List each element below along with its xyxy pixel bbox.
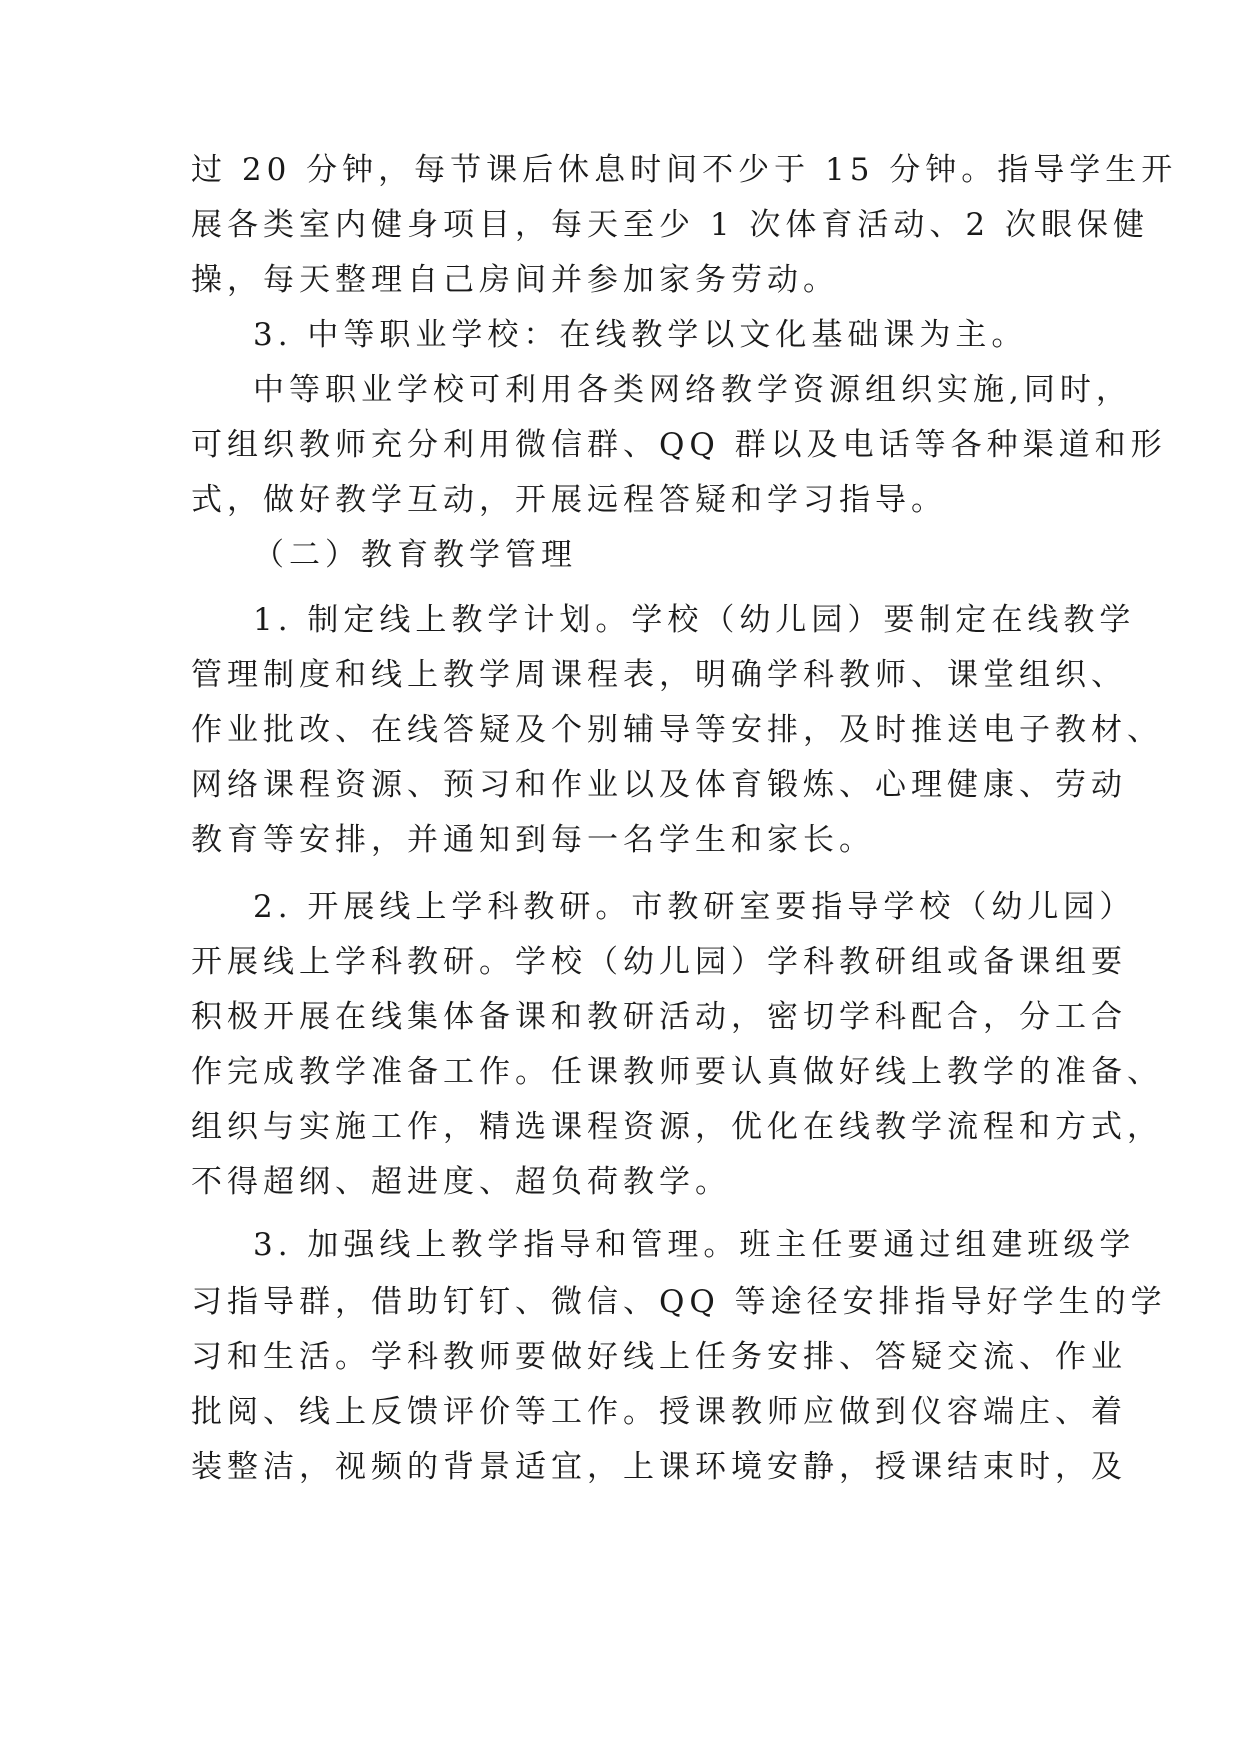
text-line: 展各类室内健身项目，每天至少 1 次体育活动、2 次眼保健: [191, 207, 1150, 243]
list-item-1: 1. 制定线上教学计划。学校（幼儿园）要制定在线教学: [253, 602, 1136, 638]
text-line: 中等职业学校可利用各类网络教学资源组织实施,同时，: [253, 372, 1132, 408]
list-item-2: 2. 开展线上学科教研。市教研室要指导学校（幼儿园）: [253, 889, 1136, 925]
text-line: 开展线上学科教研。学校（幼儿园）学科教研组或备课组要: [191, 944, 1127, 980]
list-item-3: 3. 加强线上教学指导和管理。班主任要通过组建班级学: [253, 1227, 1136, 1263]
text-line: 操，每天整理自己房间并参加家务劳动。: [191, 262, 839, 298]
text-line: 不得超纲、超进度、超负荷教学。: [191, 1164, 731, 1200]
section-item-3: 3. 中等职业学校：在线教学以文化基础课为主。: [253, 317, 1028, 353]
text-line: 组织与实施工作，精选课程资源，优化在线教学流程和方式，: [191, 1109, 1163, 1145]
section-heading: （二）教育教学管理: [253, 537, 577, 573]
text-line: 式，做好教学互动，开展远程答疑和学习指导。: [191, 482, 947, 518]
text-line: 作完成教学准备工作。任课教师要认真做好线上教学的准备、: [191, 1054, 1163, 1090]
text-line: 管理制度和线上教学周课程表，明确学科教师、课堂组织、: [191, 657, 1127, 693]
text-line: 可组织教师充分利用微信群、QQ 群以及电话等各种渠道和形: [191, 427, 1167, 463]
text-line: 批阅、线上反馈评价等工作。授课教师应做到仪容端庄、着: [191, 1394, 1127, 1430]
text-line: 积极开展在线集体备课和教研活动，密切学科配合，分工合: [191, 999, 1127, 1035]
text-line: 装整洁，视频的背景适宜，上课环境安静，授课结束时，及: [191, 1449, 1127, 1485]
text-line: 习和生活。学科教师要做好线上任务安排、答疑交流、作业: [191, 1339, 1127, 1375]
text-line: 教育等安排，并通知到每一名学生和家长。: [191, 822, 875, 858]
text-line: 习指导群，借助钉钉、微信、QQ 等途径安排指导好学生的学: [191, 1284, 1167, 1320]
text-line: 网络课程资源、预习和作业以及体育锻炼、心理健康、劳动: [191, 767, 1127, 803]
text-line: 作业批改、在线答疑及个别辅导等安排，及时推送电子教材、: [191, 712, 1163, 748]
text-line: 过 20 分钟，每节课后休息时间不少于 15 分钟。指导学生开: [191, 152, 1178, 188]
